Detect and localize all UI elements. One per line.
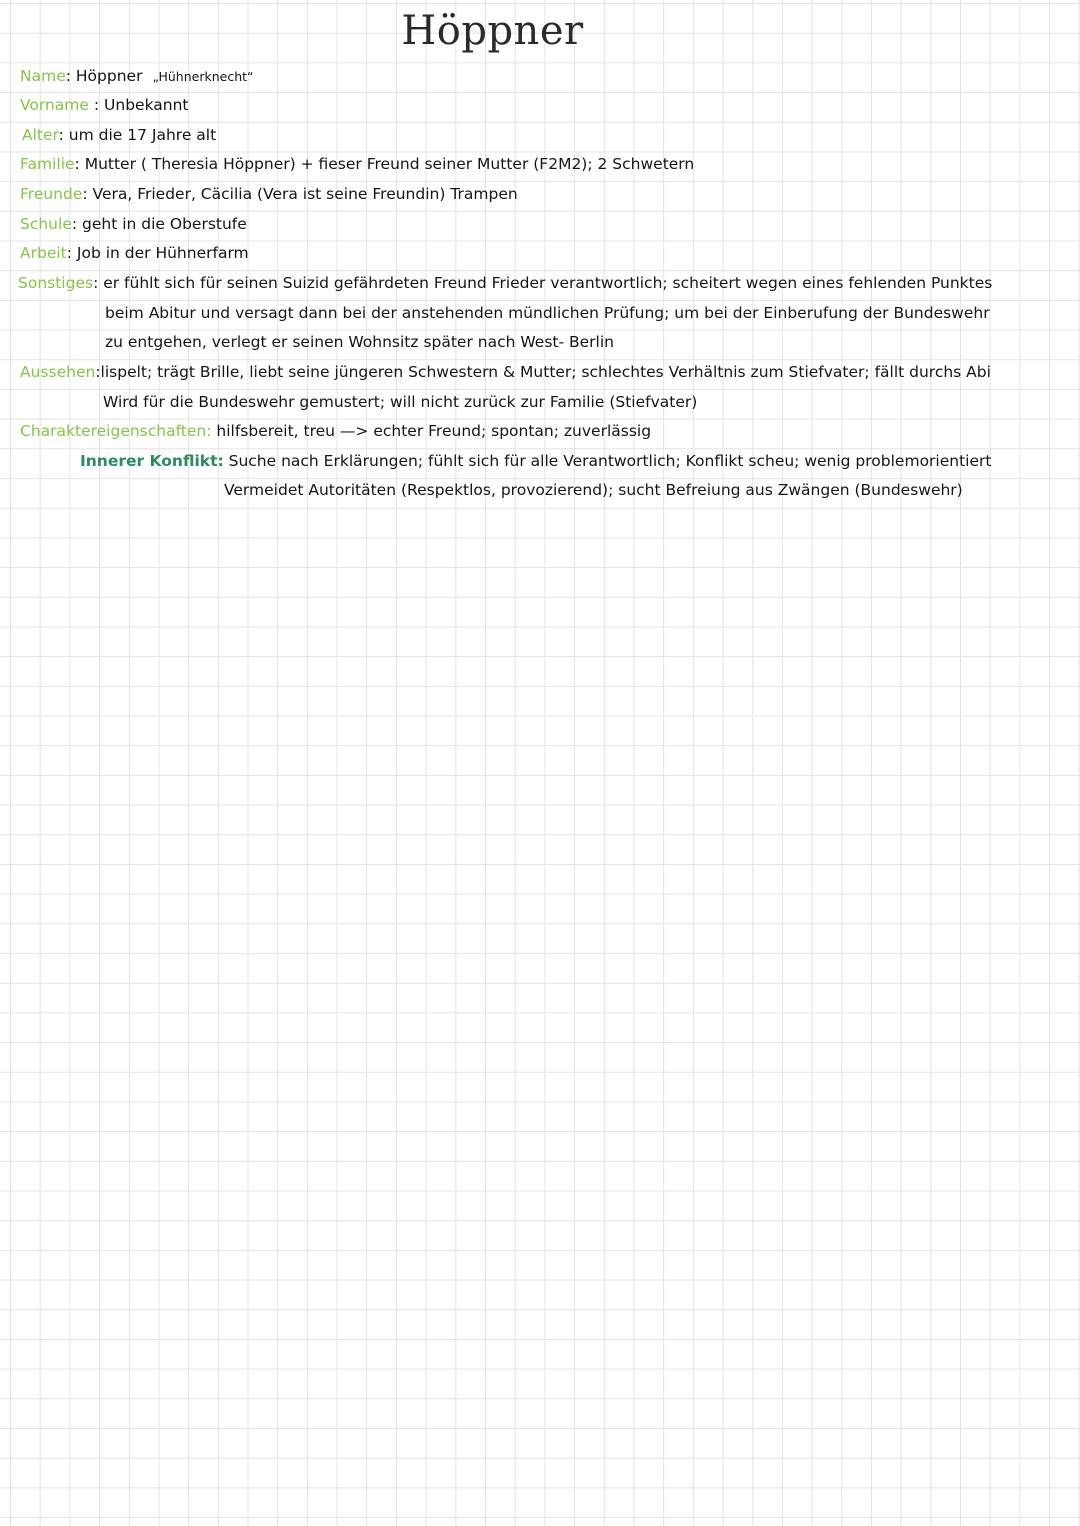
value-sonstiges-line-3: zu entgehen, verlegt er seinen Wohnsitz später nach West- Berlin (105, 333, 614, 351)
label-arbeit: Arbeit (20, 244, 67, 262)
label-vorname: Vorname (20, 96, 89, 114)
label-schule: Schule (20, 215, 72, 233)
value-aussehen-line-1: lispelt; trägt Brille, liebt seine jüngeren Schwestern & Mutter; schlechtes Verhältnis zum Stiefvater; fällt durchs Abi (100, 363, 991, 381)
row-konflikt (80, 451, 991, 471)
row-schule (20, 214, 247, 234)
sep-arbeit: : (66, 244, 77, 262)
sep-alter: : (58, 126, 69, 144)
label-alter: Alter (22, 126, 59, 144)
sep-schule: : (71, 215, 83, 233)
sep-aussehen: : (95, 363, 101, 381)
row-vorname (20, 95, 189, 115)
value-aussehen-line-2: Wird für die Bundeswehr gemustert; will nicht zurück zur Familie (Stiefvater) (103, 393, 698, 411)
sep-sonstiges: : (93, 274, 104, 292)
value-alter: um die 17 Jahre alt (68, 126, 217, 144)
row-familie (20, 154, 694, 174)
sep-familie: : (74, 155, 85, 173)
value-sonstiges-line-2: beim Abitur und versagt dann bei der anstehenden mündlichen Prüfung; um bei der Einberufung der Bundeswehr (105, 304, 990, 322)
row-aussehen (20, 362, 991, 382)
row-arbeit (20, 243, 249, 263)
value-sonstiges-line-1: er fühlt sich für seinen Suizid gefährdeten Freund Frieder verantwortlich; scheitert wegen eines fehlenden Punktes (103, 274, 993, 292)
sep-vorname: : (88, 96, 105, 114)
row-sonstiges (18, 273, 992, 293)
value-vorname: Unbekannt (104, 96, 189, 114)
label-familie: Familie (20, 155, 75, 173)
label-sonstiges: Sonstiges (18, 274, 94, 292)
value-konflikt-line-1: Suche nach Erklärungen; fühlt sich für alle Verantwortlich; Konflikt scheu; wenig problemorientiert (223, 452, 992, 470)
nickname: „Hühnerknecht“ (152, 69, 254, 84)
label-charakter: Charaktereigenschaften: (20, 422, 212, 440)
row-name (20, 66, 254, 87)
value-konflikt-line-2: Vermeidet Autoritäten (Respektlos, provozierend); sucht Befreiung aus Zwängen (Bundeswehr) (224, 481, 963, 499)
row-alter (22, 125, 216, 145)
label-name: Name (20, 67, 66, 85)
sep-name: : (65, 67, 76, 85)
row-freunde (20, 184, 518, 204)
value-freunde: Vera, Frieder, Cäcilia (Vera ist seine Freundin) Trampen (92, 185, 518, 203)
value-charakter: hilfsbereit, treu —> echter Freund; spontan; zuverlässig (211, 422, 652, 440)
value-familie: Mutter ( Theresia Höppner) + fieser Freund seiner Mutter (F2M2); 2 Schwetern (84, 155, 695, 173)
sep-freunde: : (82, 185, 93, 203)
value-schule: geht in die Oberstufe (82, 215, 247, 233)
row-charakter (20, 421, 651, 441)
page-title: Höppner (401, 8, 584, 54)
label-konflikt: Innerer Konflikt: (80, 452, 224, 470)
value-arbeit: Job in der Hühnerfarm (76, 244, 249, 262)
value-name: Höppner (75, 67, 143, 85)
label-freunde: Freunde (20, 185, 83, 203)
label-aussehen: Aussehen (20, 363, 96, 381)
